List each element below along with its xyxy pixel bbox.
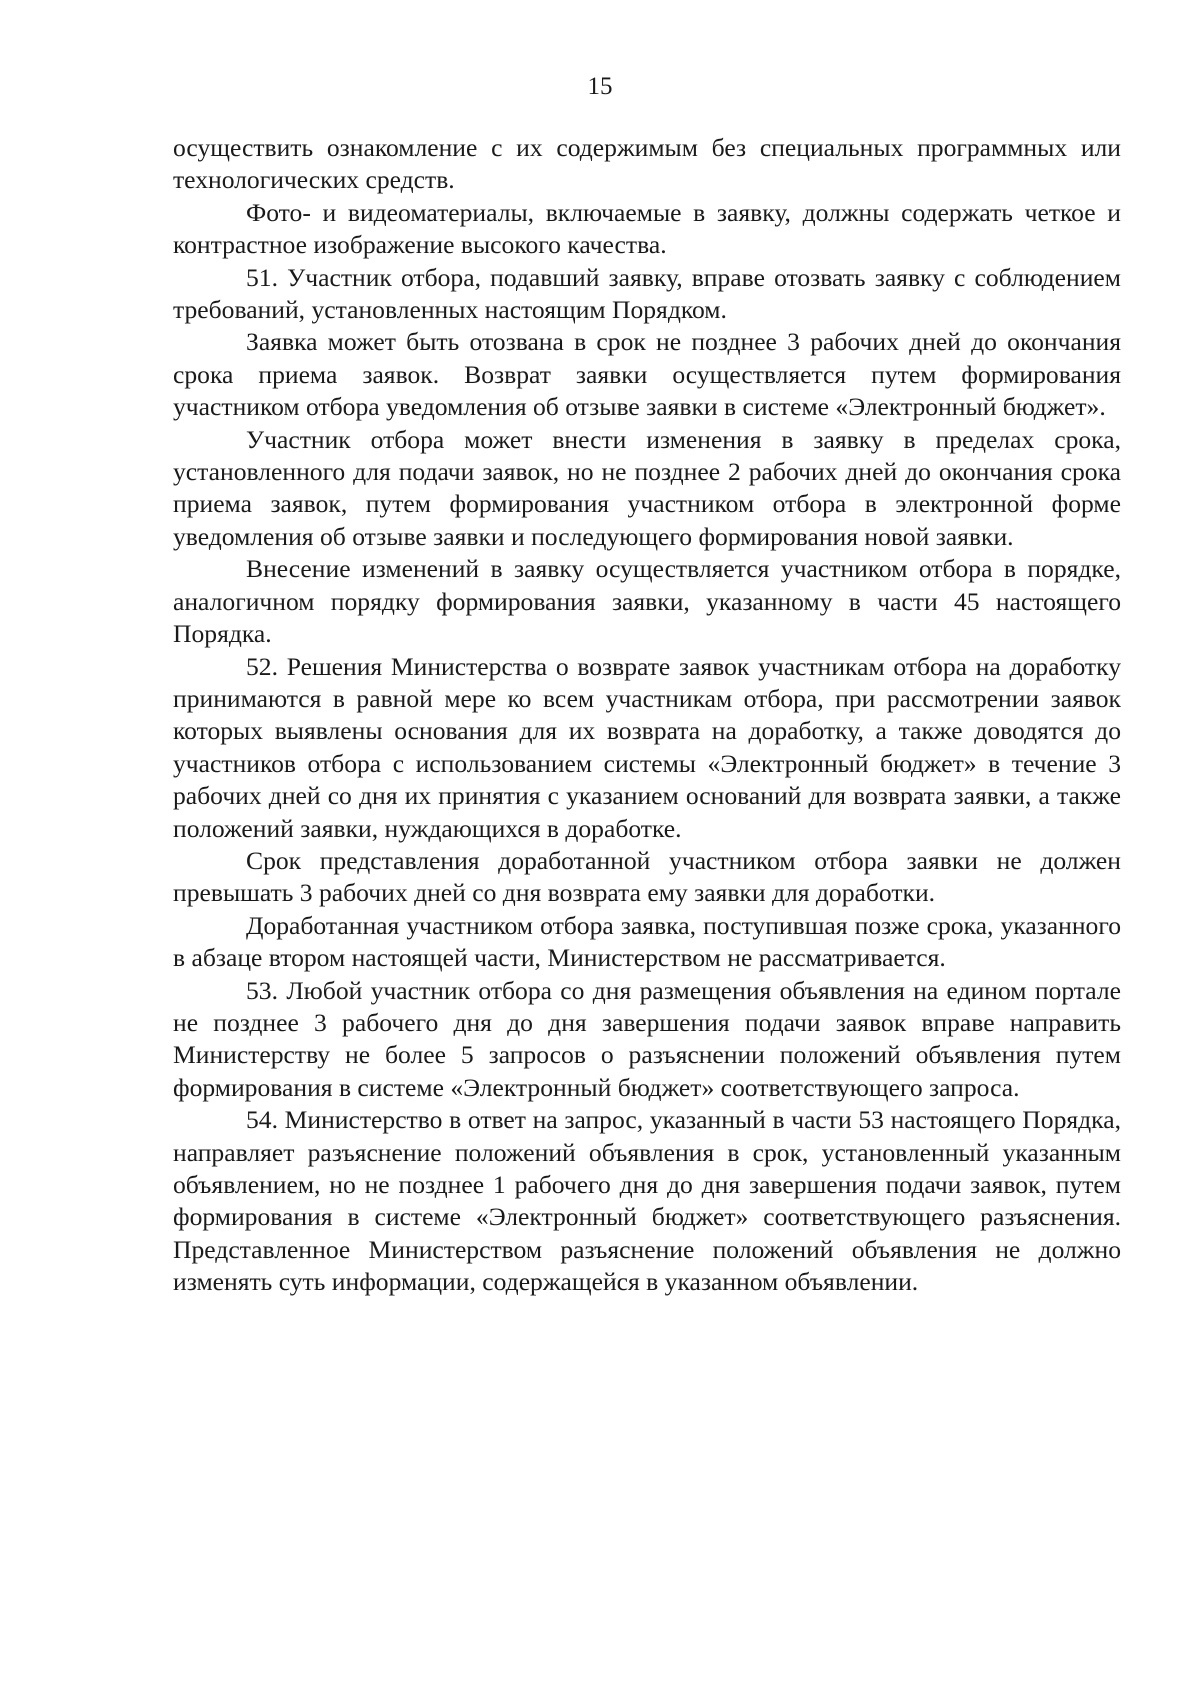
paragraph-late-revision: Доработанная участником отбора заявка, поступившая позже срока, указанного в абзаце втором настоящей части, Министерством не рассматривается. <box>173 910 1121 973</box>
paragraph-53: 53. Любой участник отбора со дня размещения объявления на едином портале не позднее 3 рабочего дня до дня завершения подачи заявок вправе направить Министерству не более 5 запросов о разъяснении положений объявления путем формирования в системе «Электронный бюджет» соответствующего запроса. <box>173 975 1121 1102</box>
paragraph-changes-procedure: Внесение изменений в заявку осуществляется участником отбора в порядке, аналогичном порядку формирования заявки, указанному в части 45 настоящего Порядка. <box>173 554 1121 649</box>
paragraph-continuation: осуществить ознакомление с их содержимым без специальных программных или технологических средств. <box>173 133 1121 195</box>
paragraph-withdrawal-term: Заявка может быть отозвана в срок не позднее 3 рабочих дней до окончания срока приема заявок. Возврат заявки осуществляется путем формирования участником отбора уведомления об отзыве заявки в системе «Электронный бюджет». <box>173 327 1121 422</box>
page-number: 15 <box>587 73 613 100</box>
paragraph-revision-term: Срок представления доработанной участником отбора заявки не должен превышать 3 рабочих дней со дня возврата ему заявки для доработки. <box>173 845 1121 908</box>
document-body <box>173 132 1121 1299</box>
paragraph-52: 52. Решения Министерства о возврате заявок участникам отбора на доработку принимаются в равной мере ко всем участникам отбора, при рассмотрении заявок которых выявлены основания для их возврата на доработку, а также доводятся до участников отбора с использованием системы «Электронный бюджет» в течение 3 рабочих дней со дня их принятия с указанием оснований для возврата заявки, а также положений заявки, нуждающихся в доработке. <box>173 651 1121 843</box>
paragraph-changes: Участник отбора может внести изменения в заявку в пределах срока, установленного для подачи заявок, но не позднее 2 рабочих дней до окончания срока приема заявок, путем формирования участником отбора в электронной форме уведомления об отзыве заявки и последующего формирования новой заявки. <box>173 424 1121 551</box>
paragraph-51: 51. Участник отбора, подавший заявку, вправе отозвать заявку с соблюдением требований, установленных настоящим Порядком. <box>173 262 1121 325</box>
paragraph-photo-video: Фото- и видеоматериалы, включаемые в заявку, должны содержать четкое и контрастное изображение высокого качества. <box>173 197 1121 260</box>
paragraph-54: 54. Министерство в ответ на запрос, указанный в части 53 настоящего Порядка, направляет разъяснение положений объявления в срок, установленный указанным объявлением, но не позднее 1 рабочего дня до дня завершения подачи заявок, путем формирования в системе «Электронный бюджет» соответствующего разъяснения. Представленное Министерством разъяснение положений объявления не должно изменять суть информации, содержащейся в указанном объявлении. <box>173 1105 1121 1297</box>
